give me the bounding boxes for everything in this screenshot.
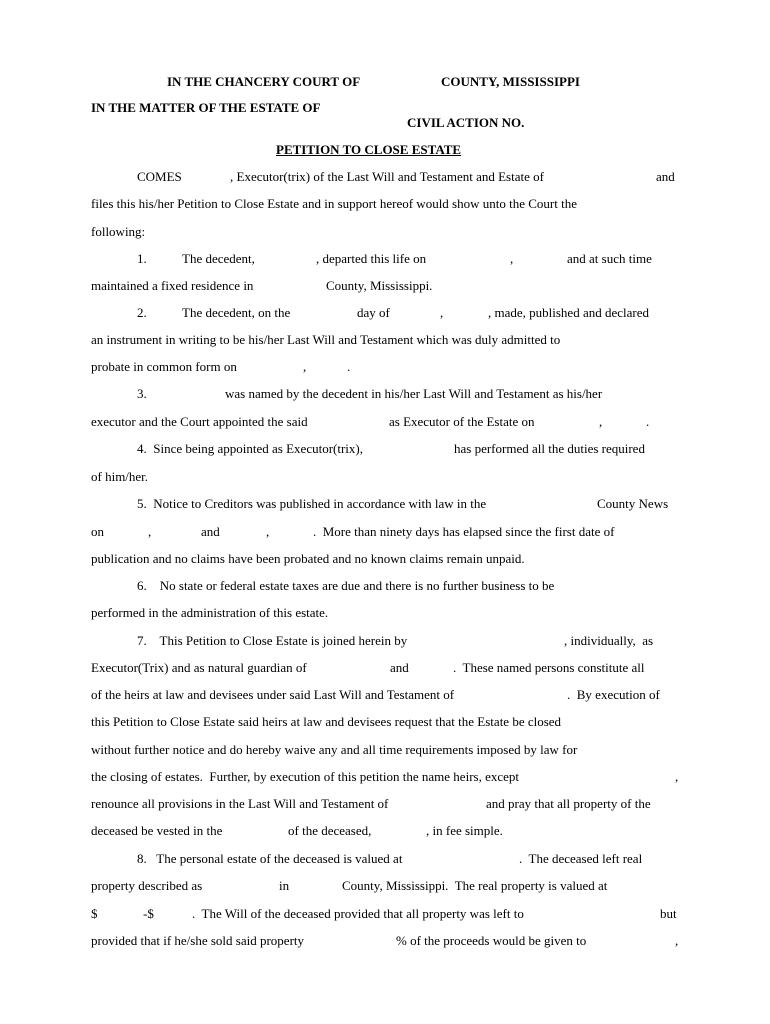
p8-line2a: property described as [91, 878, 203, 893]
p2-line3b: , [303, 359, 307, 374]
p1-and-at: and at such time [567, 251, 652, 266]
p1-departed: , departed this life on [316, 251, 427, 266]
p8-line3c: . The Will of the deceased provided that all property was left to [192, 906, 524, 921]
intro-line3: following: [91, 224, 146, 239]
p5-more: . More than ninety days has elapsed since the first date of [313, 524, 615, 539]
p1-comma: , [510, 251, 514, 266]
p3-number: 3. [137, 386, 147, 401]
p5-text: 5. Notice to Creditors was published in accordance with law in the [137, 496, 487, 511]
court-heading-right: COUNTY, MISSISSIPPI [441, 74, 580, 89]
p8-line4b: % of the proceeds would be given to [396, 933, 587, 948]
court-heading-left: IN THE CHANCERY COURT OF [167, 74, 361, 89]
p2-day-of: day of [357, 305, 390, 320]
p8-line4c: , [675, 933, 679, 948]
p7-line2a: Executor(Trix) and as natural guardian of [91, 660, 307, 675]
p3-line2d: . [646, 414, 650, 429]
p7-line3b: . By execution of [567, 687, 660, 702]
p7-line2c: . These named persons constitute all [453, 660, 645, 675]
p3-line2c: , [599, 414, 603, 429]
p4-line2: of him/her. [91, 469, 149, 484]
p5-text2: County News [597, 496, 669, 511]
p7-line7a: renounce all provisions in the Last Will and Testament of [91, 796, 389, 811]
p1-decedent: The decedent, [182, 251, 255, 266]
intro-comes: COMES [137, 169, 182, 184]
p3-line2a: executor and the Court appointed the said [91, 414, 308, 429]
p6-text: 6. No state or federal estate taxes are due and there is no further business to be [137, 578, 555, 593]
intro-executor: , Executor(trix) of the Last Will and Testament and Estate of [230, 169, 544, 184]
p2-decedent: The decedent, on the [182, 305, 291, 320]
p2-line2: an instrument in writing to be his/her Last Will and Testament which was duly admitted to [91, 332, 561, 347]
p7-line2b: and [390, 660, 409, 675]
p8-line2b: in [279, 878, 290, 893]
p7-line3a: of the heirs at law and devisees under said Last Will and Testament of [91, 687, 455, 702]
p5-on: on [91, 524, 104, 539]
p7-line8a: deceased be vested in the [91, 823, 223, 838]
p8-line2c: County, Mississippi. The real property is valued at [342, 878, 608, 893]
p8-text: 8. The personal estate of the deceased is valued at [137, 851, 403, 866]
p2-number: 2. [137, 305, 147, 320]
p2-line3a: probate in common form on [91, 359, 237, 374]
p7-line8b: of the deceased, [288, 823, 372, 838]
p4-text: 4. Since being appointed as Executor(trix), [137, 441, 363, 456]
p5-line3: publication and no claims have been probated and no known claims remain unpaid. [91, 551, 525, 566]
p7-line5: without further notice and do hereby waive any and all time requirements imposed by law for [91, 742, 578, 757]
p8-line3a: $ [91, 906, 98, 921]
p7-line4: this Petition to Close Estate said heirs at law and devisees request that the Estate be closed [91, 714, 562, 729]
p2-made: , made, published and declared [488, 305, 649, 320]
p8-line3d: but [660, 906, 677, 921]
document-title: PETITION TO CLOSE ESTATE [276, 142, 462, 157]
p7-line6: the closing of estates. Further, by execution of this petition the name heirs, except [91, 769, 520, 784]
p5-comma2: , [266, 524, 270, 539]
p8-text2: . The deceased left real [519, 851, 643, 866]
p7-line7b: and pray that all property of the [486, 796, 651, 811]
p8-line3b: -$ [143, 906, 154, 921]
p7-individually: , individually, as [564, 633, 654, 648]
civil-action-heading: CIVIL ACTION NO. [407, 115, 525, 130]
p1-line2a: maintained a fixed residence in [91, 278, 254, 293]
p7-line6b: , [675, 769, 679, 784]
matter-heading: IN THE MATTER OF THE ESTATE OF [91, 100, 321, 115]
p7-text: 7. This Petition to Close Estate is joined herein by [137, 633, 408, 648]
p4-text2: has performed all the duties required [454, 441, 645, 456]
p7-line8c: , in fee simple. [426, 823, 503, 838]
p5-and: and [201, 524, 220, 539]
p8-line4a: provided that if he/she sold said property [91, 933, 305, 948]
p1-number: 1. [137, 251, 147, 266]
p3-line2b: as Executor of the Estate on [389, 414, 535, 429]
intro-line2: files this his/her Petition to Close Estate and in support hereof would show unto the Court the [91, 196, 577, 211]
p2-line3c: . [347, 359, 351, 374]
p2-comma: , [440, 305, 444, 320]
intro-and: and [656, 169, 675, 184]
p5-comma1: , [148, 524, 152, 539]
p6-line2: performed in the administration of this estate. [91, 605, 329, 620]
p3-text: was named by the decedent in his/her Last Will and Testament as his/her [225, 386, 603, 401]
p1-line2b: County, Mississippi. [326, 278, 433, 293]
